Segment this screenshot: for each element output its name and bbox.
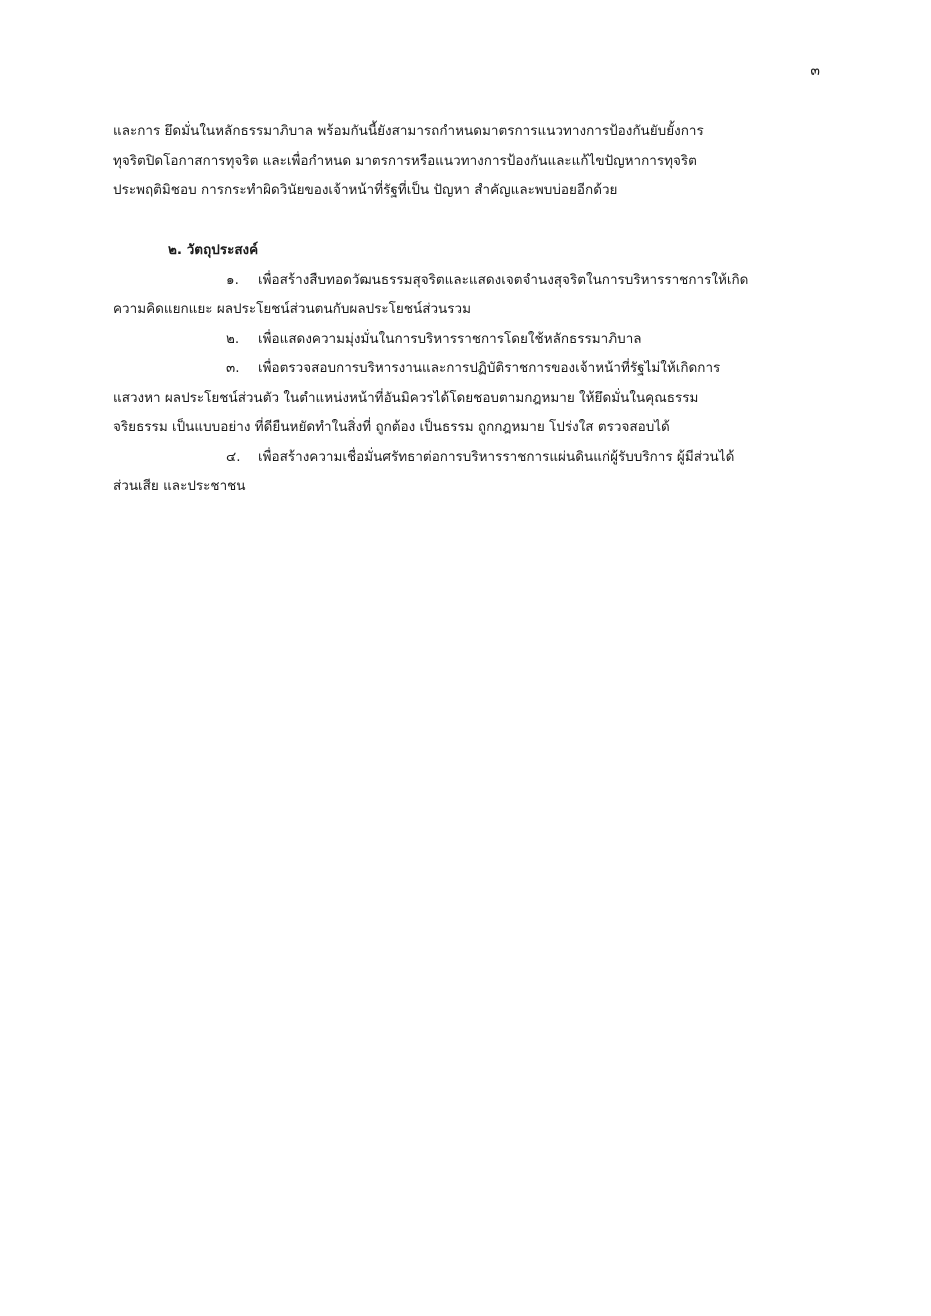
item-number: ๔. — [226, 448, 241, 465]
page-number: ๓ — [810, 63, 820, 79]
item-number: ๑. — [226, 271, 239, 288]
objectives-section — [113, 236, 818, 502]
objective-item-4 — [113, 443, 818, 502]
item-text: เพื่อสร้างสืบทอดวัฒนธรรมสุจริตและแสดงเจตจำนงสุจริตในการบริหารราชการให้เกิด — [258, 271, 749, 288]
item-text: เพื่อตรวจสอบการบริหารงานและการปฏิบัติราชการของเจ้าหน้าที่รัฐไม่ให้เกิดการ — [258, 360, 721, 376]
section-heading: ๒. วัตถุประสงค์ — [168, 242, 259, 258]
intro-line: และการ ยึดมั่นในหลักธรรมาภิบาล พร้อมกันนี้ยังสามารถกำหนดมาตรการแนวทางการป้องกันยับยั้งการ — [113, 123, 704, 139]
item-continuation: ส่วนเสีย และประชาชน — [113, 478, 246, 494]
intro-line: ประพฤติมิชอบ การกระทำผิดวินัยของเจ้าหน้าที่รัฐที่เป็น ปัญหา สำคัญและพบบ่อยอีกด้วย — [113, 182, 618, 198]
item-number: ๒. — [226, 330, 240, 347]
item-continuation: จริยธรรม เป็นแบบอย่าง ที่ดียืนหยัดทำในสิ่งที่ ถูกต้อง เป็นธรรม ถูกกฎหมาย โปร่งใส ตรวจสอบได้ — [113, 419, 670, 435]
item-text: เพื่อสร้างความเชื่อมั่นศรัทธาต่อการบริหารราชการแผ่นดินแก่ผู้รับบริการ ผู้มีส่วนได้ — [258, 448, 735, 465]
item-continuation: ความคิดแยกแยะ ผลประโยชน์ส่วนตนกับผลประโยชน์ส่วนรวม — [113, 301, 472, 317]
item-text: เพื่อแสดงความมุ่งมั่นในการบริหารราชการโดยใช้หลักธรรมาภิบาล — [258, 330, 642, 347]
item-number: ๓. — [226, 360, 240, 376]
intro-line: ทุจริตปิดโอกาสการทุจริต และเพื่อกำหนด มาตรการหรือแนวทางการป้องกันและแก้ไขปัญหาการทุจริต — [113, 152, 697, 169]
objective-item-3 — [113, 354, 818, 443]
objective-item-1 — [113, 266, 818, 325]
item-continuation: แสวงหา ผลประโยชน์ส่วนตัว ในตำแหน่งหน้าที่อันมิควรได้โดยชอบตามกฎหมาย ให้ยึดมั่นในคุณธรรม — [113, 389, 699, 406]
objective-item-2 — [113, 325, 818, 355]
intro-paragraph — [113, 117, 818, 206]
